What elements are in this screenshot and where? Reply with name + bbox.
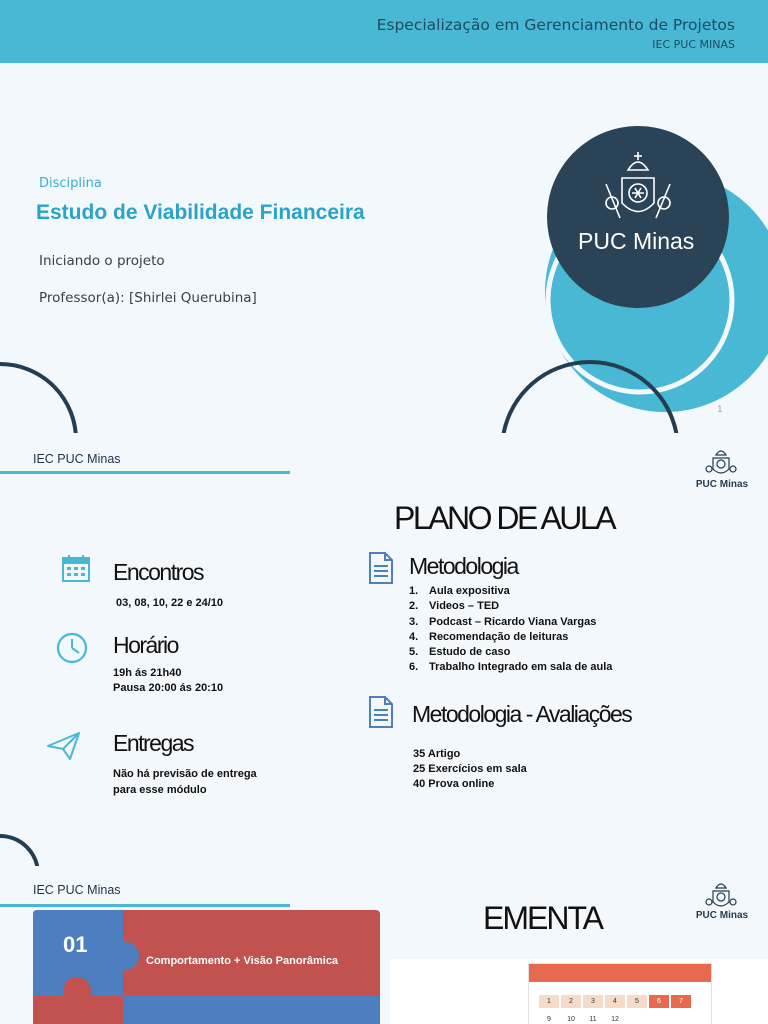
entregas-line1: Não há previsão de entrega xyxy=(113,768,257,780)
avaliacao-item: 25 Exercícios em sala xyxy=(413,763,527,775)
title-slide xyxy=(0,0,768,433)
list-item: 3. Podcast – Ricardo Viana Vargas xyxy=(409,615,597,628)
brand-underline xyxy=(0,904,290,907)
discipline-label: Disciplina xyxy=(39,176,102,191)
calendar-day: 9 xyxy=(539,1013,559,1024)
section-title: EMENTA xyxy=(483,900,602,936)
calendar-day: 11 xyxy=(583,1013,603,1024)
calendar-day: 7 xyxy=(671,995,691,1008)
calendar-day: 10 xyxy=(561,1013,581,1024)
calendar-day: 6 xyxy=(649,995,669,1008)
discipline-title: Estudo de Viabilidade Financeira xyxy=(36,201,365,224)
avaliacao-item: 35 Artigo xyxy=(413,748,461,760)
horario-pause: Pausa 20:00 ás 20:10 xyxy=(113,682,224,694)
logo-text-small: PUC Minas xyxy=(695,479,749,490)
document-icon xyxy=(368,696,394,732)
list-item: 2. Videos – TED xyxy=(409,600,500,613)
calendar-day: 2 xyxy=(561,995,581,1008)
metodologia-list xyxy=(409,584,612,676)
calendar-header xyxy=(529,964,711,982)
decor-arc-left xyxy=(0,364,76,433)
course-title: Especialização em Gerenciamento de Projetos xyxy=(376,16,735,34)
slide-subtitle: Iniciando o projeto xyxy=(39,253,165,269)
logo-text: PUC Minas xyxy=(578,228,695,254)
calendar-day: 12 xyxy=(605,1013,625,1024)
horario-heading: Horário xyxy=(113,632,178,658)
entregas-line2: para esse módulo xyxy=(113,784,207,796)
module-puzzle-card xyxy=(33,910,380,1024)
puc-crest-small-icon xyxy=(704,878,738,912)
calendar-image xyxy=(528,963,712,1024)
page-number: 1 xyxy=(717,405,723,415)
avaliacoes-heading: Metodologia - Avaliações xyxy=(412,701,632,727)
document-icon xyxy=(368,552,394,588)
list-item: 4. Recomendação de leituras xyxy=(409,630,569,643)
calendar-day: 1 xyxy=(539,995,559,1008)
puzzle-knob xyxy=(111,942,139,970)
puzzle-piece-blue-low xyxy=(123,996,380,1024)
brand-underline xyxy=(0,471,290,474)
lesson-plan-slide xyxy=(0,433,768,866)
institution-name: IEC PUC MINAS xyxy=(652,38,735,51)
list-item: 5. Estudo de caso xyxy=(409,646,511,659)
logo-text-small: PUC Minas xyxy=(695,910,749,921)
calendar-day: 4 xyxy=(605,995,625,1008)
module-number: 01 xyxy=(63,932,88,957)
calendar-row xyxy=(539,1006,627,1024)
horario-time: 19h ás 21h40 xyxy=(113,667,182,679)
list-item: 6. Trabalho Integrado em sala de aula xyxy=(409,661,613,674)
puc-crest-small-icon xyxy=(704,445,738,479)
brand-label: IEC PUC Minas xyxy=(33,883,121,897)
section-title: PLANO DE AULA xyxy=(394,500,615,536)
module-title: Comportamento + Visão Panorâmica xyxy=(146,955,339,967)
encontros-heading: Encontros xyxy=(113,559,204,585)
puc-crest-icon xyxy=(600,148,676,228)
calendar-illustration xyxy=(390,959,768,1024)
calendar-row xyxy=(539,988,693,1008)
calendar-day: 5 xyxy=(627,995,647,1008)
metodologia-heading: Metodologia xyxy=(409,553,518,579)
professor-name: Professor(a): [Shirlei Querubina] xyxy=(39,290,257,306)
encontros-dates: 03, 08, 10, 22 e 24/10 xyxy=(116,597,224,609)
paper-plane-icon xyxy=(46,730,82,766)
entregas-heading: Entregas xyxy=(113,730,194,756)
syllabus-slide xyxy=(0,866,768,1024)
list-item: 1. Aula expositiva xyxy=(409,585,510,597)
avaliacao-item: 40 Prova online xyxy=(413,778,495,790)
clock-icon xyxy=(56,632,88,668)
calendar-day: 3 xyxy=(583,995,603,1008)
puzzle-knob xyxy=(63,977,91,1005)
decor-arc-bottom-left xyxy=(0,826,60,866)
calendar-icon xyxy=(62,554,90,586)
brand-label: IEC PUC Minas xyxy=(33,452,121,466)
